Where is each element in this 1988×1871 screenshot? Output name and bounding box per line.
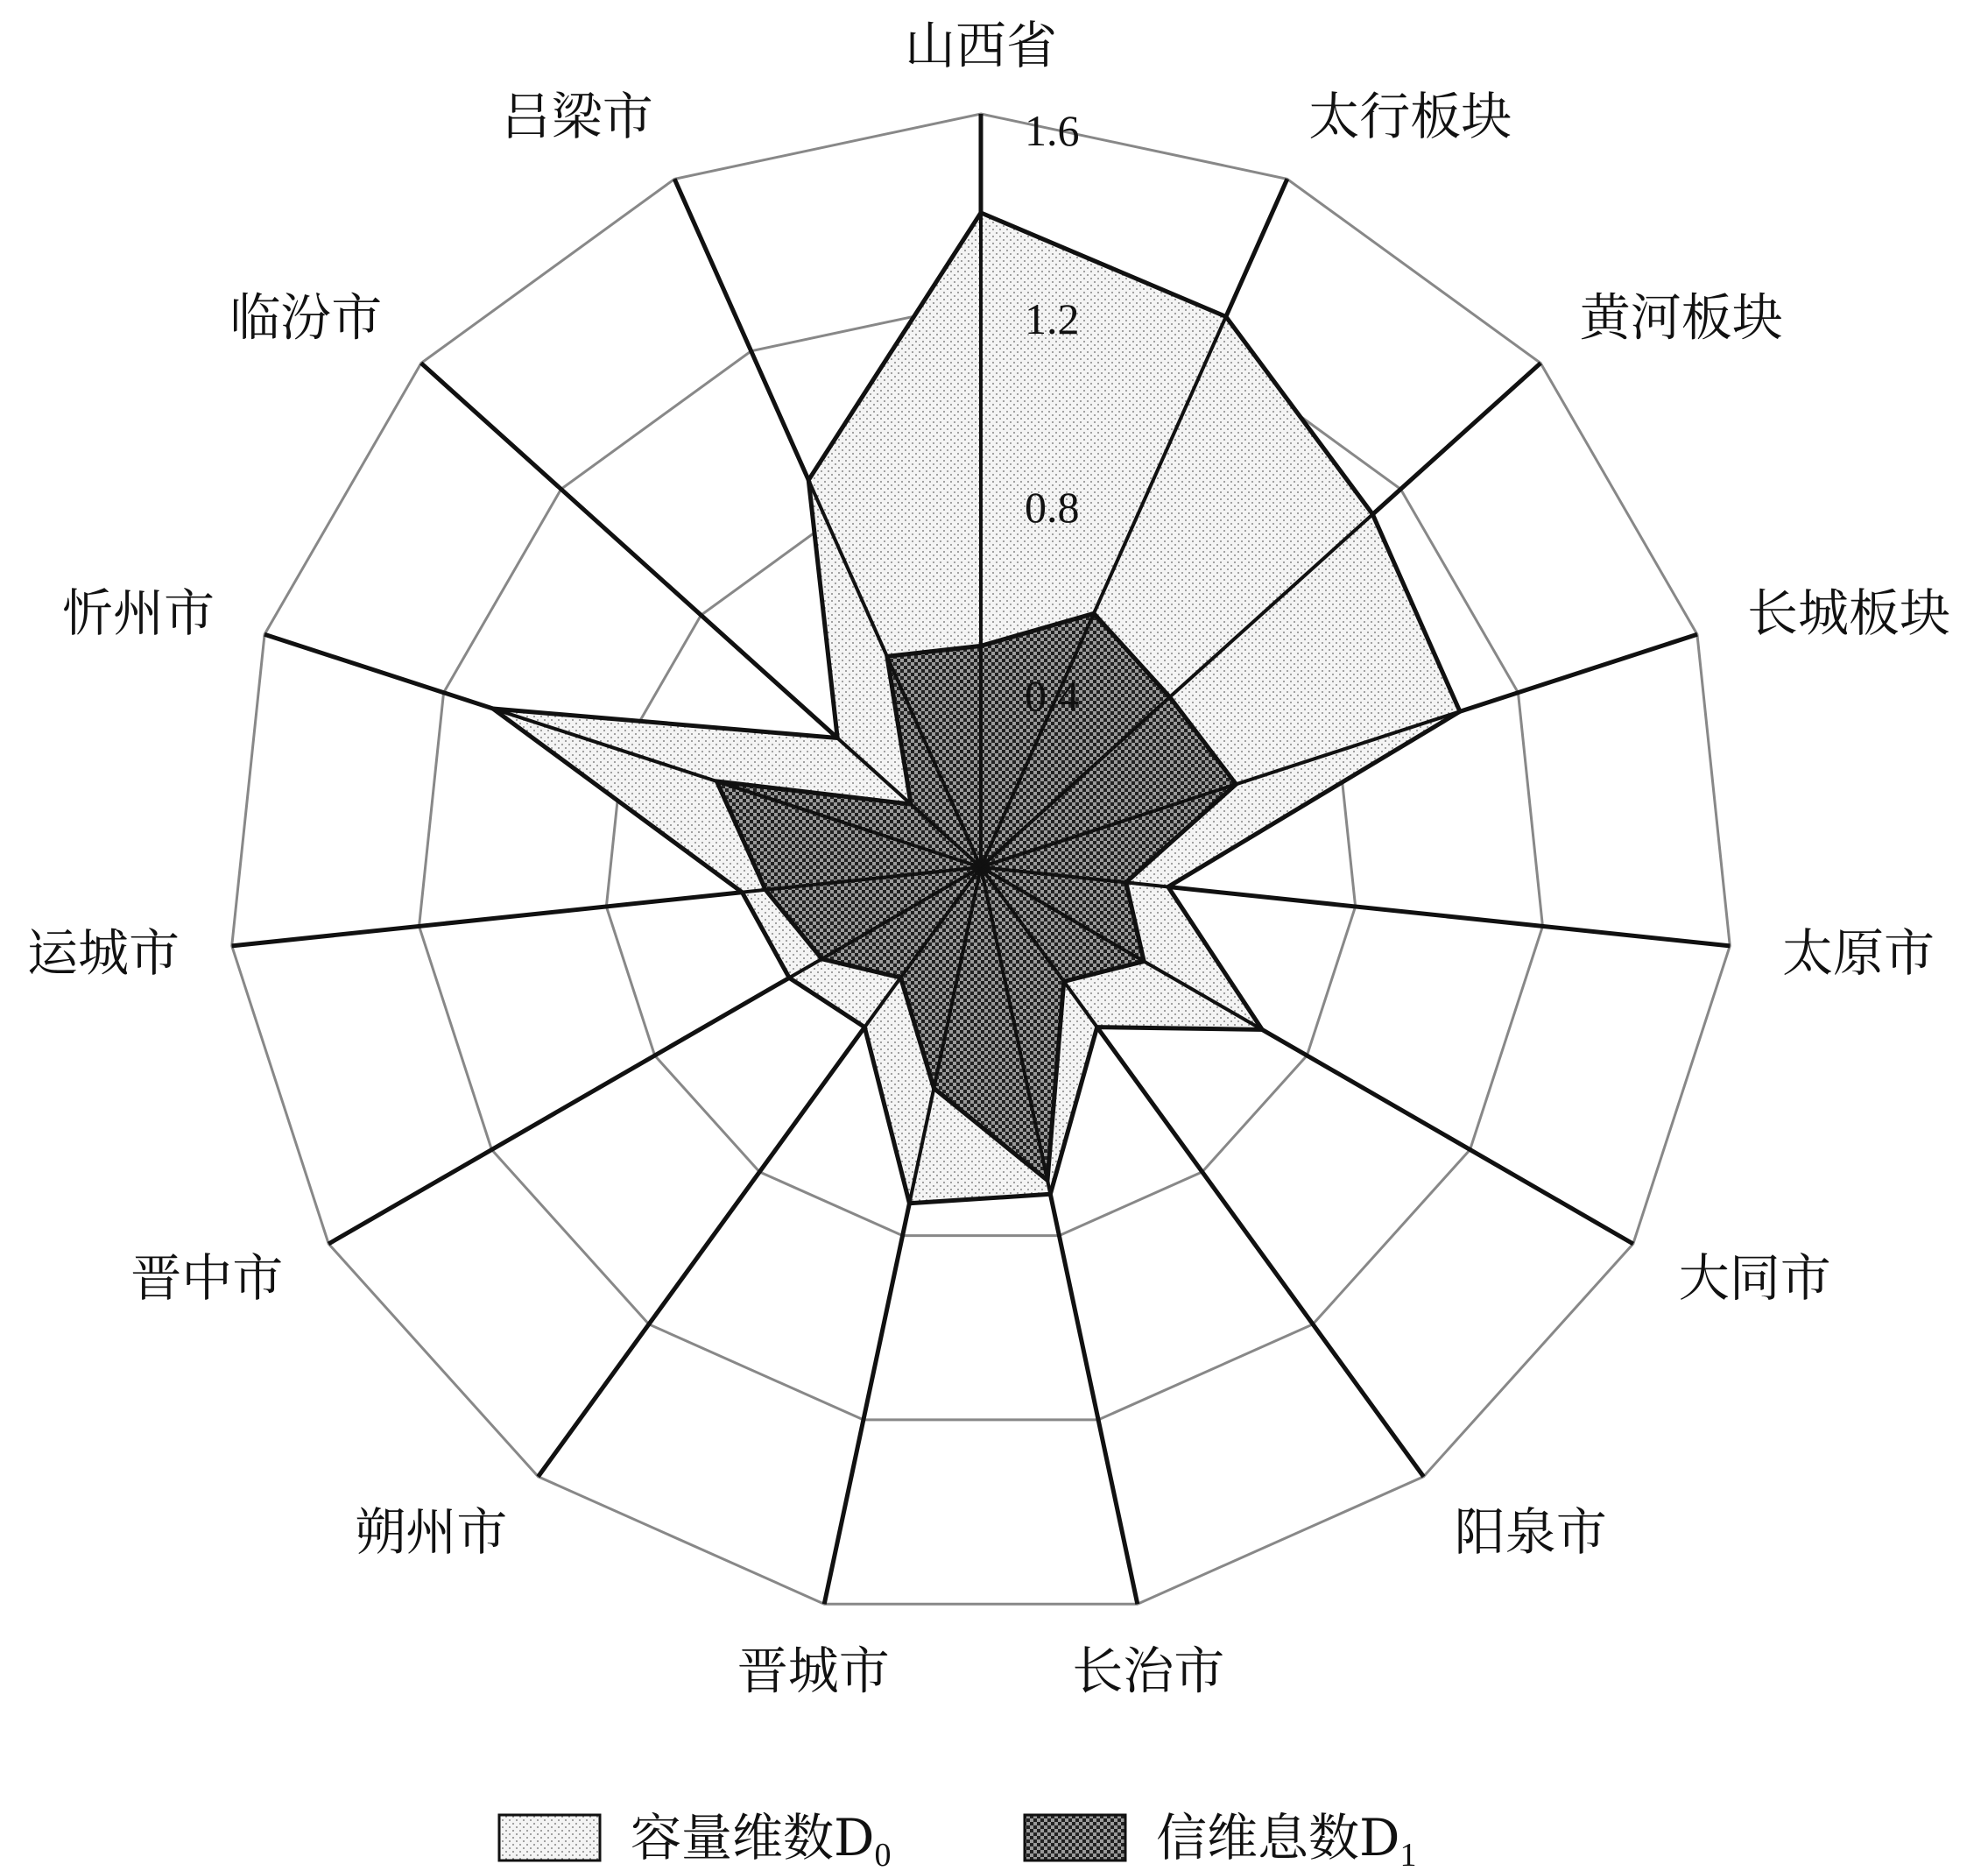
tick-label-1.6: 1.6: [1025, 106, 1080, 155]
category-label: 吕梁市: [500, 87, 653, 147]
category-label: 晋城市: [737, 1641, 890, 1701]
category-label: 阳泉市: [1454, 1501, 1607, 1562]
category-label: 朔州市: [355, 1501, 508, 1562]
category-label: 长城板块: [1746, 583, 1950, 644]
category-label: 黄河板块: [1579, 287, 1783, 348]
category-label: 太行板块: [1308, 87, 1512, 147]
legend-swatch-0: [499, 1815, 600, 1860]
legend-label-1: 信维息数$D_1$: [1156, 1808, 1417, 1871]
category-label: 晋中市: [130, 1248, 284, 1308]
category-label: 山西省: [904, 16, 1058, 75]
category-label: 临汾市: [229, 287, 383, 348]
tick-label-1.2: 1.2: [1025, 294, 1080, 343]
category-label: 大同市: [1678, 1248, 1831, 1308]
category-label: 运城市: [27, 923, 180, 984]
category-label: 太原市: [1781, 923, 1935, 984]
legend-label-0: 容量维数$D_0$: [631, 1808, 892, 1871]
category-label: 忻州市: [62, 583, 215, 644]
tick-label-0.4: 0.4: [1025, 671, 1080, 720]
legend-swatch-1: [1025, 1815, 1125, 1860]
tick-label-0.8: 0.8: [1025, 483, 1080, 532]
category-label: 长治市: [1072, 1641, 1225, 1701]
legend: [499, 1808, 1417, 1871]
